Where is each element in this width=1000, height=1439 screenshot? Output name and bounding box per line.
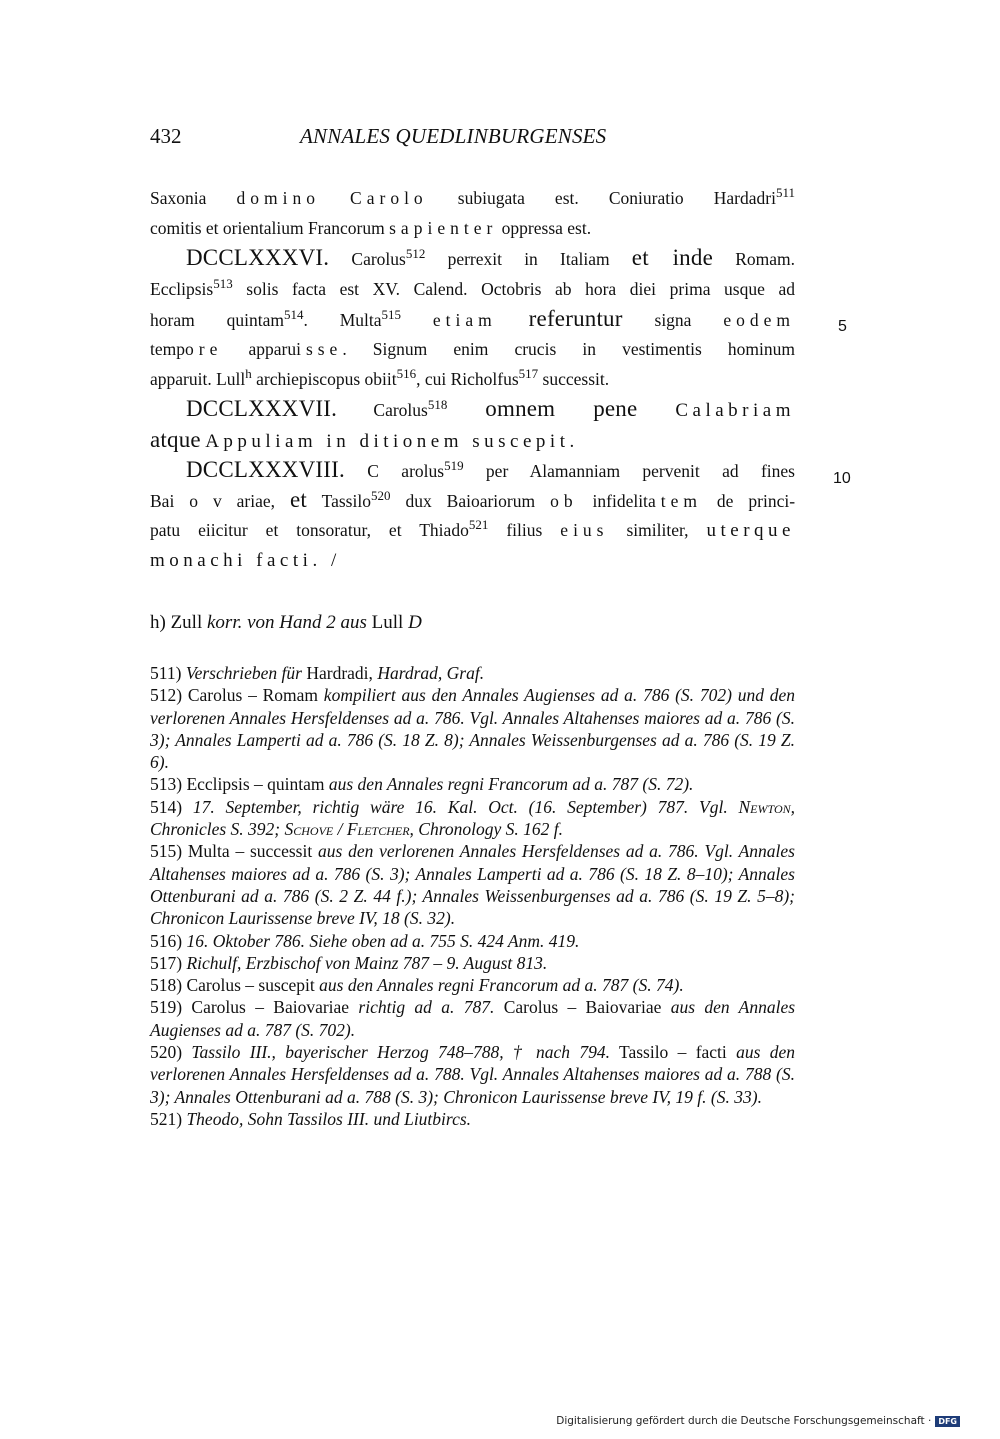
text-line-3: DCCLXXXVI. Carolus$^{512}$ perrexit in Italiam et inde Romam. (186, 245, 795, 271)
text-line-10: DCCLXXXVIII. C arolus$^{519}$ per Alamanniam pervenit ad fines (186, 456, 795, 482)
text-line-1: Saxonia domino Carolo subiugata est. Coniuratio Hardadri$^{511}$ (150, 185, 795, 208)
text-line-6: tempore apparuisse. Signum enim crucis in vestimentis hominum (150, 338, 795, 359)
footnote-514: 514) 17. September, richtig wäre 16. Kal. Oct. (16. September) 787. Vgl. Newton, Chronicles S. 392; Schove / Fletcher, Chronology S. 162 f. (150, 796, 795, 840)
critical-apparatus-note: h) Zull korr. von Hand 2 aus Lull D (150, 612, 422, 633)
main-text (150, 183, 795, 575)
footnote-518: 518) Carolus – suscepit aus den Annales regni Francorum ad a. 787 (S. 74). (150, 975, 684, 996)
page-number: 432 (150, 124, 182, 148)
text-line-5: horam quintam$^{514}$. Multa$^{515}$ etiam referuntur signa eodem (150, 305, 795, 331)
footnote-513: 513) Ecclipsis – quintam aus den Annales regni Francorum ad a. 787 (S. 72). (150, 774, 694, 795)
text-line-7: apparuit. Lull$^h$ archiepiscopus obiit$^{516}$, cui Richolfus$^{517}$ successit. (150, 366, 610, 390)
line-number-10: 10 (833, 470, 851, 487)
footnote-515: 515) Multa – successit aus den verlorenen Annales Hersfeldenses ad a. 786. Vgl. Annales Altahenses maiores ad a. 786 (S. 3); Annales Lamperti ad a. 786 (S. 18 Z. 8–10); Annales Ottenburani ad a. 786 (S. 2 Z. 44 f.); Annales Weissenburgenses ad a. 786 (S. 19 Z. 5–8); Chronicon Laurissense breve IV, 18 (S. 32). (150, 841, 795, 929)
text-line-13: monachi facti. / (150, 550, 341, 572)
footnote-516: 516) 16. Oktober 786. Siehe oben ad a. 755 S. 424 Anm. 419. (150, 930, 580, 951)
footnote-517: 517) Richulf, Erzbischof von Mainz 787 – 9. August 813. (150, 952, 548, 973)
running-title: ANNALES QUEDLINBURGENSES (300, 124, 607, 148)
footnotes (150, 662, 795, 1130)
credit-text: Digitalisierung gefördert durch die Deutsche Forschungsgemeinschaft · (556, 1415, 932, 1427)
footnote-521: 521) Theodo, Sohn Tassilos III. und Liutbircs. (150, 1108, 472, 1129)
text-line-12: patu eiicitur et tonsoratur, et Thiado$^{521}$ filius eius similiter, uterque (150, 517, 795, 542)
footnote-519: 519) Carolus – Baiovariae richtig ad a. 787. Carolus – Baiovariae aus den Annales Augienses ad a. 787 (S. 702). (150, 997, 796, 1040)
dfg-logo: DFG (935, 1416, 960, 1427)
text-line-2: comitis et orientalium Francorum sapienter oppressa est. (150, 218, 592, 239)
footnote-512: 512) Carolus – Romam kompiliert aus den Annales Augienses ad a. 786 (S. 702) und den verlorenen Annales Hersfeldenses ad a. 786. Vgl. Annales Altahenses maiores ad a. 786 (S. 3); Annales Lamperti ad a. 786 (S. 18 Z. 8); Annales Weissenburgenses ad a. 786 (S. 19 Z. 6). (150, 685, 795, 773)
footnote-511: 511) Verschrieben für Hardradi, Hardrad, Graf. (150, 663, 485, 683)
line-number-5: 5 (838, 318, 847, 335)
text-line-4: Ecclipsis$^{513}$ solis facta est XV. Calend. Octobris ab hora diei prima usque ad (150, 275, 795, 299)
text-line-9: atque Appuliam in ditionem suscepit. (150, 426, 579, 452)
footnote-520: 520) Tassilo III., bayerischer Herzog 748–788, † nach 794. Tassilo – facti aus den verlorenen Annales Hersfeldenses ad a. 788. Vgl. Annales Altahenses maiores ad a. 788 (S. 3); Annales Ottenburani ad a. 788 (S. 3); Chronicon Laurissense breve IV, 19 f. (S. 33). (150, 1042, 796, 1107)
text-line-11: Bai o v ariae, et Tassilo$^{520}$ dux Baioariorum ob infidelitatem de princi- (150, 486, 796, 512)
digitization-credit (556, 1415, 960, 1427)
text-line-8: DCCLXXXVII. Carolus$^{518}$ omnem pene Calabriam (186, 396, 795, 422)
